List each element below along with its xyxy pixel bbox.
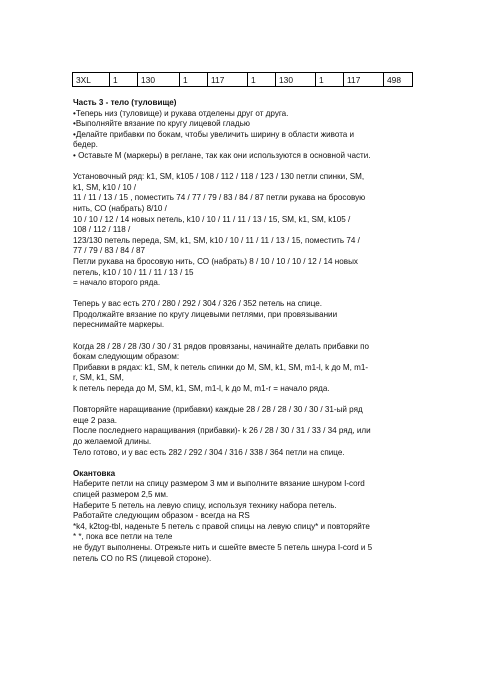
paragraph-gap — [73, 395, 418, 406]
text-line: петель CO по RS (лицевой стороне). — [73, 553, 212, 563]
paragraph-gap — [73, 458, 418, 469]
text-line: k1, SM, k10 / 10 / — [73, 182, 136, 192]
text-line: Повторяйте наращивание (прибавки) каждые 28 / 28 / 28 / 30 / 30 / 31-ый ряд — [73, 405, 363, 415]
paragraph-gap — [73, 331, 418, 342]
size-table-cell: 117 — [208, 73, 248, 87]
document-body — [73, 98, 418, 564]
size-table-row — [73, 73, 413, 87]
text-line: 108 / 112 / 118 / — [73, 225, 131, 235]
size-table-cell: 498 — [384, 73, 413, 87]
section-heading: Окантовка — [73, 468, 116, 478]
text-line: петель, k10 / 10 / 11 / 11 / 13 / 15 — [73, 267, 194, 277]
text-line: Когда 28 / 28 / 28 /30 / 30 / 31 рядов провязаны, начинайте делать прибавки по — [73, 341, 369, 351]
size-table-cell: 1 — [180, 73, 208, 87]
text-line: 10 / 10 / 12 / 14 новых петель, k10 / 10 / 11 / 11 / 13 / 15, SM, k1, SM, k105 / — [73, 214, 351, 224]
size-table-cell: 1 — [248, 73, 276, 87]
text-line: еще 2 раза. — [73, 415, 117, 425]
text-line: Работайте следующим образом - всегда на RS — [73, 511, 250, 521]
size-table — [72, 72, 413, 87]
size-table-cell: 130 — [276, 73, 316, 87]
size-table-cell: 1 — [110, 73, 138, 87]
paragraph-gap — [73, 289, 418, 300]
text-line: •Делайте прибавки по бокам, чтобы увеличить ширину в области живота и — [73, 129, 355, 139]
paragraph-gap — [73, 162, 418, 173]
text-line: Петли рукава на бросовую нить, СО (набрать) 8 / 10 / 10 / 10 / 12 / 14 новых — [73, 256, 358, 266]
size-table-cell: 1 — [316, 73, 344, 87]
text-line: бокам следующим образом: — [73, 352, 180, 362]
text-line: Теперь у вас есть 270 / 280 / 292 / 304 / 326 / 352 петель на спице. — [73, 299, 322, 309]
text-line: Установочный ряд: k1, SM, k105 / 108 / 112 / 118 / 123 / 130 петли спинки, SM, — [73, 172, 365, 182]
text-line: до желаемой длины. — [73, 437, 152, 446]
section-heading: Часть 3 - тело (туловище) — [73, 98, 177, 107]
text-line: не будут выполнены. Отрежьте нить и сшейте вместе 5 петель шнура I-cord и 5 — [73, 542, 373, 552]
text-line: Продолжайте вязание по кругу лицевыми петлями, при провязывании — [73, 309, 338, 319]
text-line: бедер. — [73, 140, 98, 150]
text-line: * *, пока все петли на теле — [73, 532, 173, 542]
text-line: •Выполняйте вязание по кругу лицевой гладью — [73, 119, 250, 129]
text-line: После последнего наращивания (прибавки)- k 26 / 28 / 30 / 31 / 33 / 34 ряд, или — [73, 426, 371, 436]
size-table-cell: 3XL — [73, 73, 110, 87]
text-line: спицей размером 2,5 мм. — [73, 489, 169, 499]
text-line: 11 / 11 / 13 / 15 , поместить 74 / 77 / 79 / 83 / 84 / 87 петли рукава на бросовую — [73, 193, 366, 203]
text-line: • Оставьте М (маркеры) в реглане, так как они используются в основной части. — [73, 150, 371, 160]
text-line: нить, СО (набрать) 8/10 / — [73, 203, 167, 213]
text-line: = начало второго ряда. — [73, 278, 161, 288]
text-line: Наберите 5 петель на левую спицу, используя технику набора петель. — [73, 500, 337, 510]
size-table-cell: 130 — [138, 73, 180, 87]
text-line: •Теперь низ (туловище) и рукава отделены друг от друга. — [73, 108, 289, 118]
text-line: k петель переда до M, SM, k1, SM, m1-l, k до M, m1-r = начало ряда. — [73, 384, 330, 394]
text-line: 123/130 петель переда, SM, k1, SM, k10 / 10 / 11 / 11 / 13 / 15, поместить 74 / — [73, 235, 360, 245]
text-line: 77 / 79 / 83 / 84 / 87 — [73, 246, 145, 256]
text-line: Прибавки в рядах: k1, SM, k петель спинки до M, SM, k1, SM, m1-l, k до M, m1- — [73, 362, 369, 372]
text-line: *k4, k2tog-tbl, наденьте 5 петель с правой спицы на левую спицу* и повторяйте — [73, 521, 370, 531]
size-table-cell: 117 — [344, 73, 384, 87]
text-line: Тело готово, и у вас есть 282 / 292 / 304 / 316 / 338 / 364 петли на спице. — [73, 447, 345, 457]
text-line: переснимайте маркеры. — [73, 320, 165, 330]
text-line: Наберите петли на спицу размером 3 мм и выполните вязание шнуром I-cord — [73, 479, 365, 489]
text-line: r, SM, k1, SM, — [73, 373, 124, 383]
